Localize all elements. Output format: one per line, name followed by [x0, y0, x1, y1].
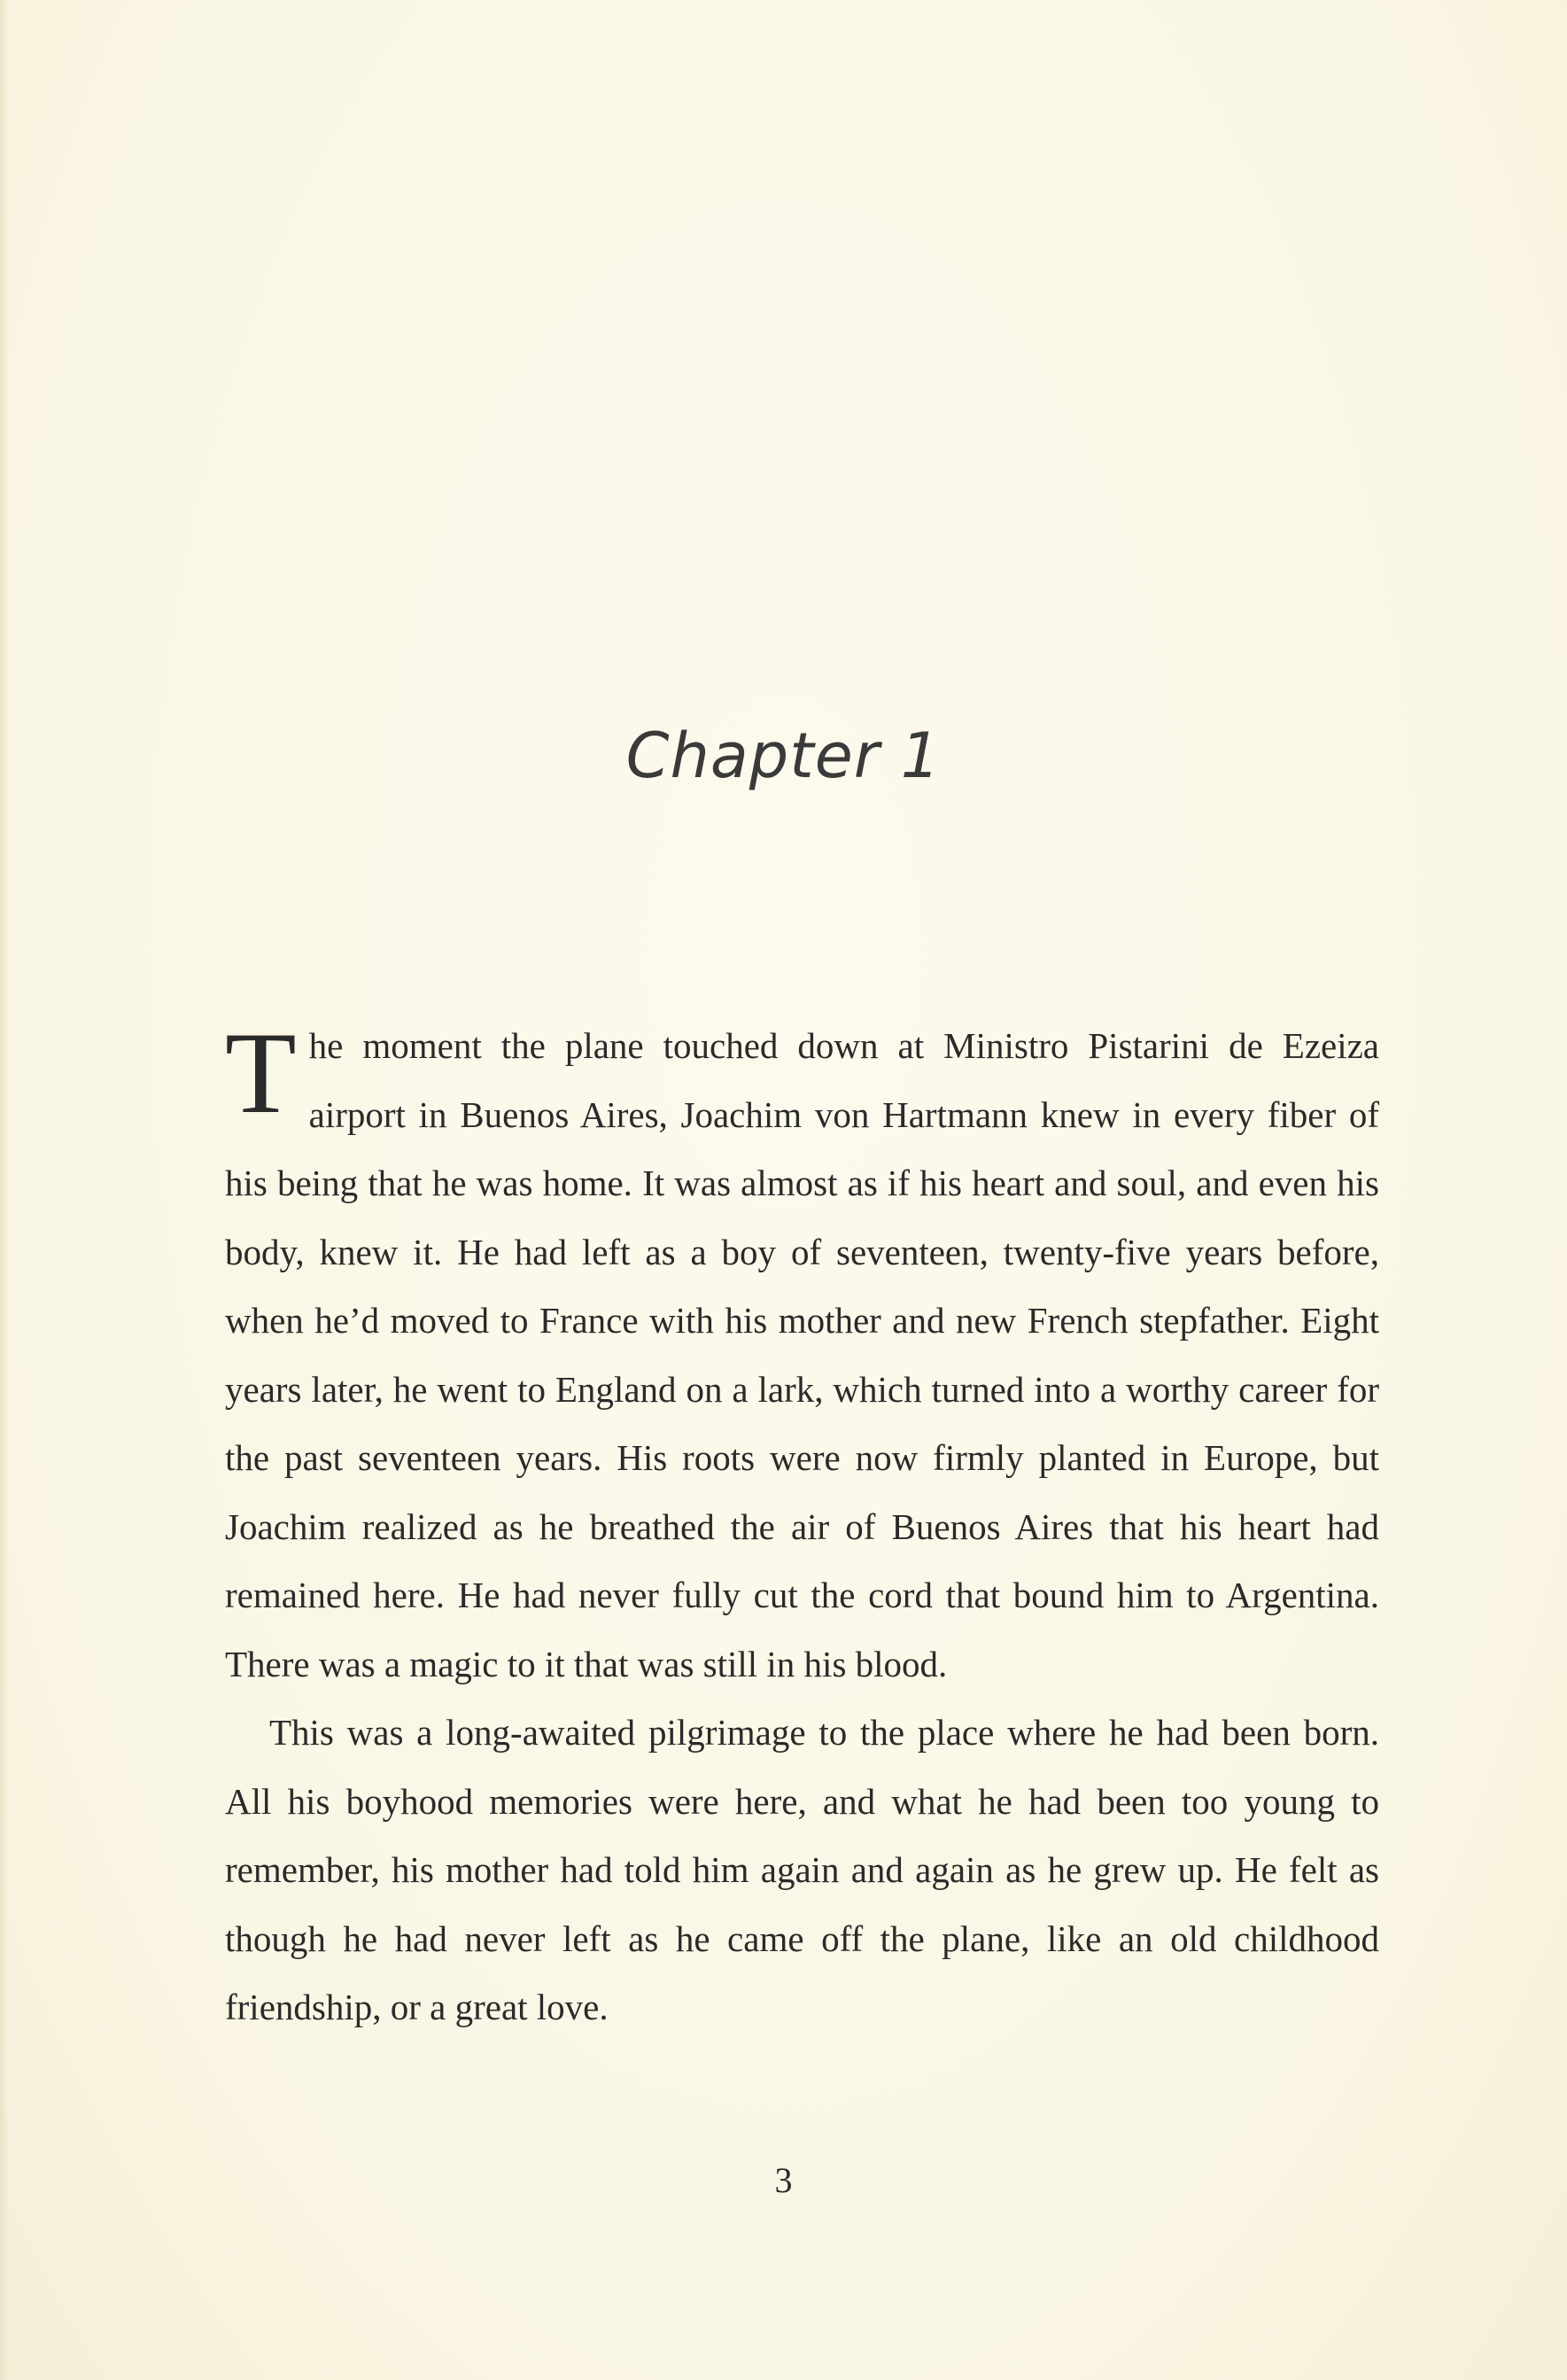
paragraph-2: This was a long-awaited pilgrimage to the place where he had been born. All his boyhood memories were here, and what he had been too young to remember, his mother had told him again and again as he grew up. He felt as though he had never left as he came off the plane, like an old childhood friendship, or a great love. — [225, 1712, 1379, 2027]
page-edge-shadow — [0, 0, 9, 2380]
paragraph-1 — [225, 1007, 1379, 1699]
page-number: 3 — [774, 2160, 793, 2200]
chapter-body — [225, 1007, 1379, 2042]
chapter-title: Chapter 1 — [625, 719, 942, 792]
paragraph-1-text: he moment the plane touched down at Ministro Pistarini de Ezeiza airport in Buenos Aires, Joachim von Hartmann knew in every fiber of his being that he was home. It was almost as if his heart and soul, and even his body, knew it. He had left as a boy of seventeen, twenty-five years before, when he’d moved to France with his mother and new French stepfather. Eight years later, he went to England on a lark, which turned into a worthy career for the past seventeen years. His roots were now firmly planted in Europe, but Joachim realized as he breathed the air of Buenos Aires that his heart had remained here. He had never fully cut the cord that bound him to Argentina. There was a magic to it that was still in his blood. — [225, 1025, 1379, 1684]
drop-cap: T — [225, 1007, 297, 1138]
